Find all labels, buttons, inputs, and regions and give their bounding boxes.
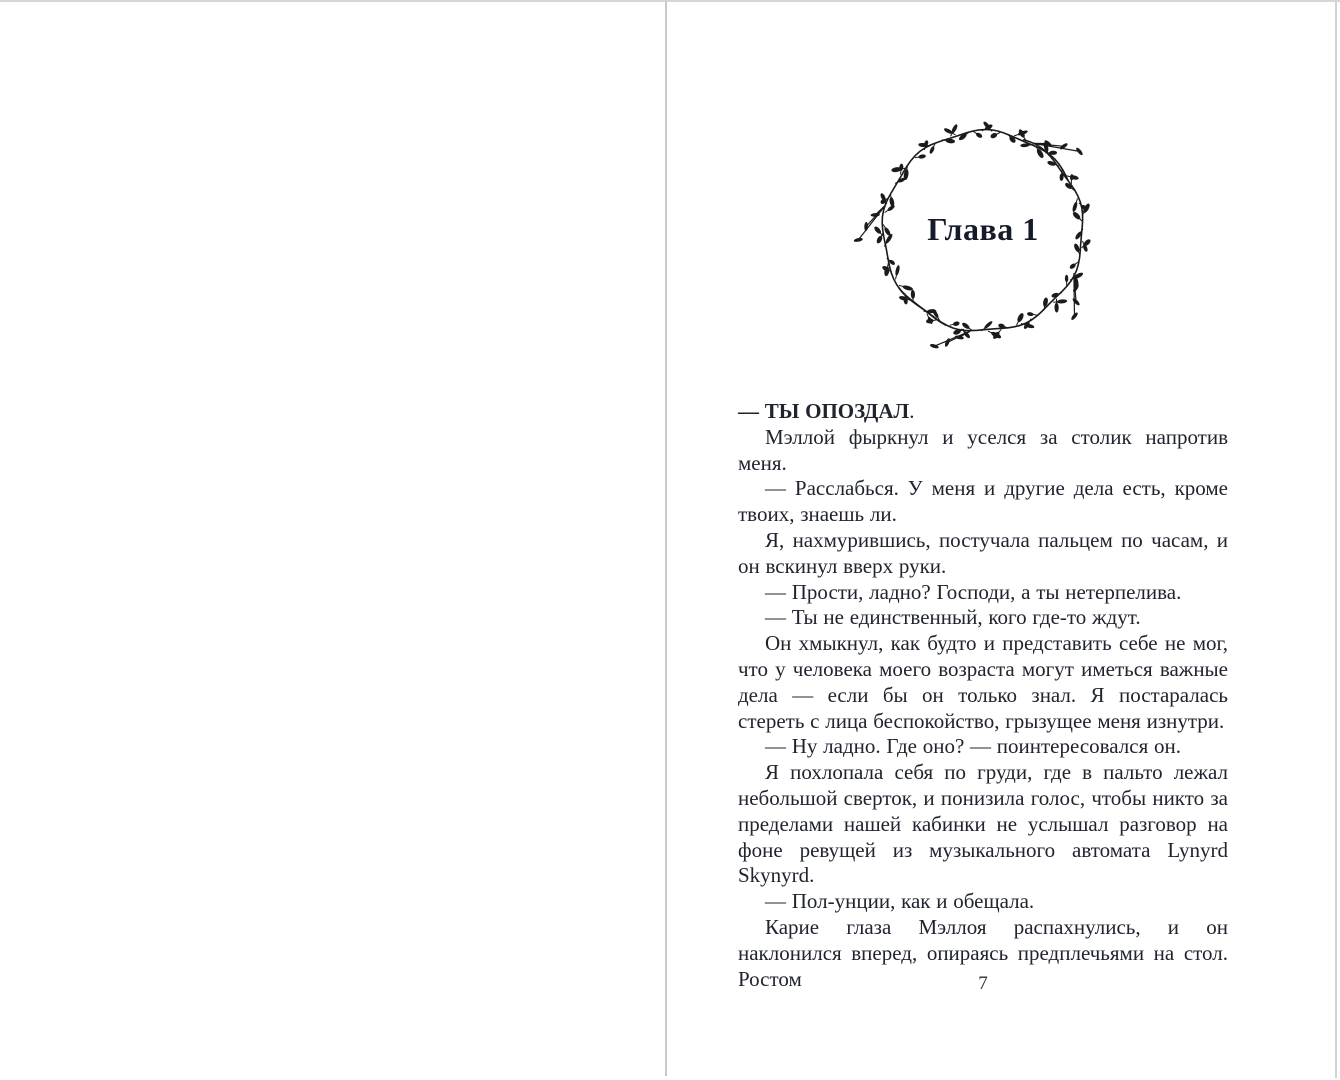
chapter-title: Глава 1	[927, 211, 1039, 248]
paragraph-opening	[738, 399, 1228, 425]
paragraph: — Расслабься. У меня и другие дела есть, кроме твоих, знаешь ли.	[738, 476, 1228, 527]
right-page-edge-line	[1335, 1, 1337, 1078]
left-page-blank	[0, 2, 665, 1080]
paragraph: Я, нахмурившись, постучала пальцем по часам, и он вскинул вверх руки.	[738, 527, 1228, 578]
paragraph: — Пол-унции, как и обещала.	[765, 889, 1035, 914]
paragraph: Я похлопала себя по груди, где в пальто лежал небольшой сверток, и понизила голос, чтобы никто за пределами нашей кабинки не услышал разговор на фоне ревущей из музыкального автомата Lynyrd Skynyrd.	[738, 760, 1228, 888]
right-page	[667, 2, 1335, 1080]
body-text	[738, 399, 1228, 992]
paragraph: Карие глаза Мэллоя распахнулись, и он наклонился вперед, опираясь предплечьями на стол. Ростом	[738, 914, 1228, 991]
paragraph: Он хмыкнул, как будто и представить себе не мог, что у человека моего возраста могут иметься важные дела — если бы он только знал. Я постаралась стереть с лица беспокойство, грызущее меня изнутри.	[738, 631, 1228, 733]
paragraph: Мэллой фыркнул и уселся за столик напротив меня.	[738, 424, 1228, 475]
chapter-ornament	[852, 100, 1114, 362]
paragraph: — Ну ладно. Где оно? — поинтересовался он.	[765, 734, 1181, 759]
paragraph: — Ты не единственный, кого где-то ждут.	[765, 605, 1141, 630]
opening-bold-text: — ТЫ ОПОЗДАЛ	[738, 399, 910, 423]
opening-tail: .	[909, 399, 915, 423]
page-number: 7	[978, 973, 988, 994]
paragraph: — Прости, ладно? Господи, а ты нетерпелива.	[765, 579, 1182, 604]
